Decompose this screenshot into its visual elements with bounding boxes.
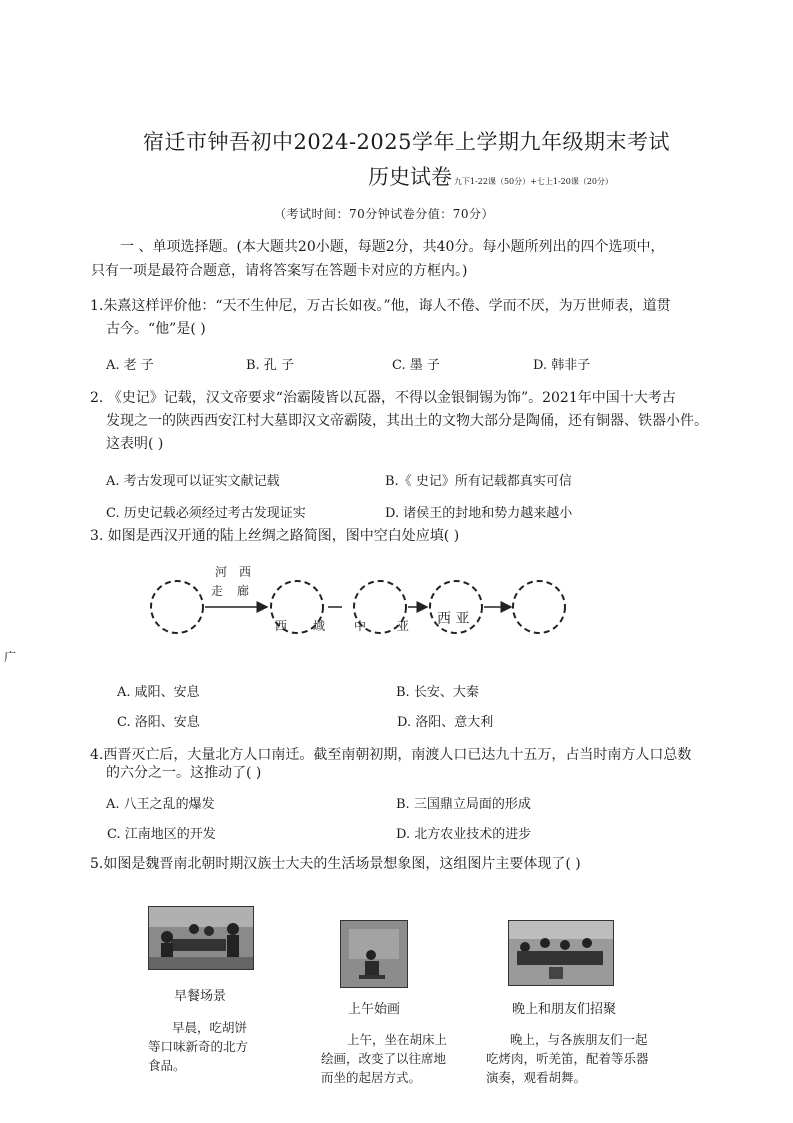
q2-option-b[interactable]: B.《 史记》所有记载都真实可信	[385, 474, 572, 489]
map-label-xiyu-2: 域	[313, 619, 326, 633]
map-label-hexi-4: 廊	[237, 584, 250, 598]
exam-info: （考试时间：70分钟试卷分值：70分）	[274, 207, 495, 221]
evening-gathering-image	[508, 920, 614, 986]
evening-description: 晚上，与各族朋友们一起 吃烤肉，听羌笛，配着等乐器 演奏，观看胡舞。	[486, 1032, 649, 1085]
q3-option-b[interactable]: B. 长安、大秦	[396, 685, 479, 700]
painting-caption: 上午始画	[348, 1002, 401, 1017]
map-label-hexi-2: 西	[239, 565, 252, 579]
q1-stem-line2: 古今。“他”是( )	[106, 321, 206, 337]
painting-description: 上午，坐在胡床上 绘画，改变了以往席地 而坐的起居方式。	[321, 1032, 448, 1085]
exam-title: 宿迁市钟吾初中2024-2025学年上学期九年级期末考试	[143, 130, 670, 154]
map-circle-blank-2	[513, 581, 565, 633]
section-instruction-line1: 一 、单项选择题。(本大题共20小题，每题2分，共40分。每小题所列出的四个选项中，	[120, 239, 665, 255]
map-label-xiya: 西 亚	[437, 611, 470, 627]
map-label-zhongya-1: 中	[354, 619, 367, 633]
q1-option-b[interactable]: B. 孔 子	[246, 358, 294, 373]
q3-stem-line1: 3. 如图是西汉开通的陆上丝绸之路简图，图中空白处应填( )	[90, 528, 460, 544]
q2-stem-line3: 这表明( )	[106, 436, 164, 452]
breakfast-description: 早晨，吃胡饼 等口味新奇的北方 食品。	[148, 1020, 249, 1073]
q5-stem-line1: 5.如图是魏晋南北朝时期汉族士大夫的生活场景想象图，这组图片主要体现了( )	[90, 856, 581, 872]
scope-note: 九下1-22课（50分）+七上1-20课（20分）	[454, 177, 614, 186]
map-circle-blank-1	[151, 581, 203, 633]
section-instruction-line2: 只有一项是最符合题意，请将答案写在答题卡对应的方框内。)	[91, 263, 468, 279]
q1-option-c[interactable]: C. 墨 子	[392, 358, 440, 373]
margin-mark: 广	[4, 650, 17, 664]
q4-stem-line1: 4.西晋灭亡后，大量北方人口南迁。截至南朝初期，南渡人口已达九十五万，占当时南方人口总数	[90, 747, 692, 763]
silk-road-map	[135, 555, 575, 665]
q2-stem-line1: 2. 《史记》记载，汉文帝要求“治霸陵皆以瓦器，不得以金银铜锡为饰”。2021年中国十大考古	[90, 390, 676, 406]
exam-subtitle	[368, 161, 613, 191]
q2-stem-line2: 发现之一的陕西西安江村大墓即汉文帝霸陵，其出土的文物大部分是陶俑，还有铜器、铁器小件。	[106, 413, 708, 429]
q4-option-c[interactable]: C. 江南地区的开发	[107, 827, 216, 842]
q4-stem-line2: 的六分之一。这推动了( )	[106, 765, 262, 781]
q3-option-d[interactable]: D. 洛阳、意大利	[397, 715, 494, 730]
q1-option-d[interactable]: D. 韩非子	[533, 358, 591, 373]
map-label-hexi-3: 走	[211, 584, 224, 598]
q1-stem-line1: 1.朱熹这样评价他：“天不生仲尼，万古长如夜。”他，诲人不倦、学而不厌，为万世师表，道贯	[90, 298, 671, 314]
painting-scene-image	[340, 920, 408, 988]
q3-option-c[interactable]: C. 洛阳、安息	[117, 715, 200, 730]
q2-option-d[interactable]: D. 诸侯王的封地和势力越来越小	[385, 506, 573, 521]
q4-option-d[interactable]: D. 北方农业技术的进步	[396, 827, 532, 842]
q4-option-a[interactable]: A. 八王之乱的爆发	[106, 797, 215, 812]
q4-option-b[interactable]: B. 三国鼎立局面的形成	[396, 797, 531, 812]
evening-caption: 晚上和朋友们招聚	[512, 1002, 617, 1017]
map-label-hexi-1: 河	[215, 565, 228, 579]
map-label-zhongya-2: 亚	[397, 619, 410, 633]
subject-title: 历史试卷	[368, 165, 452, 189]
breakfast-caption: 早餐场景	[174, 989, 227, 1004]
map-label-xiyu-1: 西	[275, 619, 288, 633]
q2-option-a[interactable]: A. 考古发现可以证实文献记载	[106, 474, 280, 489]
q1-option-a[interactable]: A. 老 子	[106, 358, 154, 373]
q3-option-a[interactable]: A. 咸阳、安息	[117, 685, 200, 700]
q2-option-c[interactable]: C. 历史记载必须经过考古发现证实	[106, 506, 306, 521]
breakfast-scene-image	[148, 906, 254, 970]
